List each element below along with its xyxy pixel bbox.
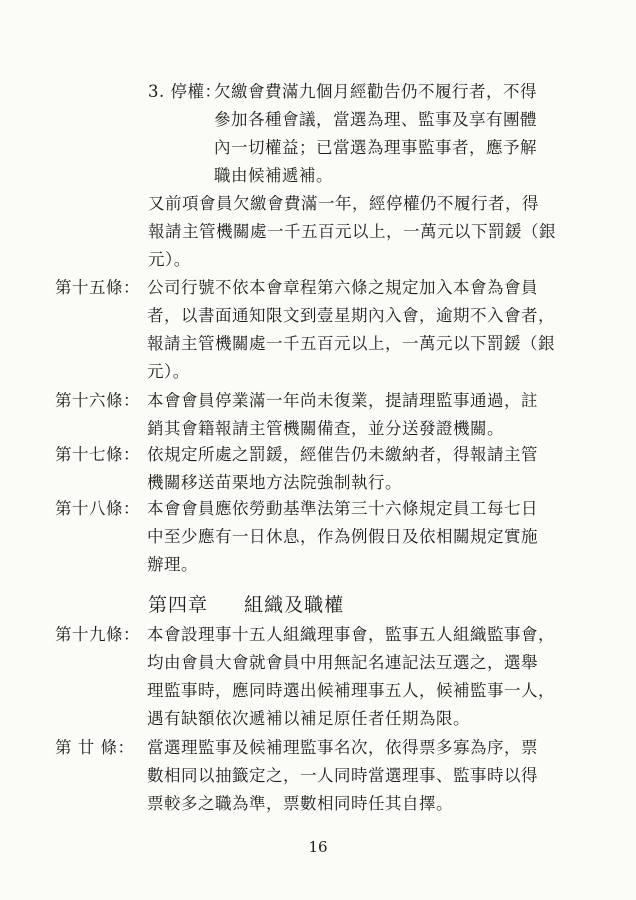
text-line: 職由候補遞補。 xyxy=(214,166,333,185)
text-line: 機關移送苗栗地方法院強制執行。 xyxy=(147,473,402,492)
text-line: 遇有缺額依次遞補以補足原任者任期為限。 xyxy=(147,709,470,728)
text-line: 中至少應有一日休息，作為例假日及依相關規定實施 xyxy=(147,527,538,546)
article-label: 第十七條： xyxy=(55,445,140,464)
text-line: 數相同以抽籤定之，一人同時當選理事、監事時以得 xyxy=(147,766,538,785)
text-line: 本會會員停業滿一年尚未復業，提請理監事通過，註 xyxy=(147,391,538,410)
text-line: 內一切權益；已當選為理事監事者，應予解 xyxy=(214,138,537,157)
text-line: 元）。 xyxy=(148,250,191,269)
text-line: 依規定所處之罰鍰，經催告仍未繳納者，得報請主管 xyxy=(147,445,538,464)
item-label: 3. 停權： xyxy=(148,82,222,101)
text-line: 票較多之職為準，票數相同時任其自擇。 xyxy=(147,794,453,813)
note-paragraph xyxy=(148,190,588,274)
item-text xyxy=(214,78,537,190)
article-text xyxy=(147,441,538,497)
text-line: 理監事時，應同時選出候補理事五人，候補監事一人， xyxy=(147,681,555,700)
article-text xyxy=(147,274,555,386)
text-line: 辦理。 xyxy=(147,555,198,574)
text-line: 本會設理事十五人組織理事會，監事五人組織監事會， xyxy=(147,625,555,644)
text-line: 參加各種會議，當選為理、監事及享有團體 xyxy=(214,110,537,129)
text-line: 者，以書面通知限文到壹星期內入會，逾期不入會者， xyxy=(147,306,555,325)
article-text xyxy=(147,387,538,443)
article-17 xyxy=(55,441,595,497)
paragraph-text xyxy=(148,190,556,274)
text-line: 報請主管機關處一千五百元以上，一萬元以下罰鍰（銀 xyxy=(147,334,555,353)
article-label: 第十五條： xyxy=(55,278,140,297)
item-3-stop-rights xyxy=(148,78,588,190)
article-text xyxy=(147,734,538,818)
text-line: 報請主管機關處一千五百元以上，一萬元以下罰鍰（銀 xyxy=(148,222,556,241)
text-line: 元）。 xyxy=(147,362,190,381)
article-16 xyxy=(55,387,595,443)
text-line: 均由會員大會就會員中用無記名連記法互選之，選舉 xyxy=(147,653,538,672)
article-label: 第十九條： xyxy=(55,625,140,644)
text-line: 又前項會員欠繳會費滿一年，經停權仍不履行者，得 xyxy=(148,194,539,213)
text-line: 欠繳會費滿九個月經勸告仍不履行者，不得 xyxy=(214,82,537,101)
article-label: 第 廿 條： xyxy=(55,738,135,757)
chapter-number: 第四章 xyxy=(148,594,209,616)
article-20 xyxy=(55,734,595,818)
page-number: 16 xyxy=(308,838,328,856)
article-15 xyxy=(55,274,595,386)
text-line: 當選理監事及候補理監事名次，依得票多寡為序，票 xyxy=(147,738,538,757)
text-line: 本會會員應依勞動基準法第三十六條規定員工每七日 xyxy=(147,499,538,518)
article-text xyxy=(147,495,538,579)
article-18 xyxy=(55,495,595,579)
article-19 xyxy=(55,621,595,733)
article-label: 第十六條： xyxy=(55,391,140,410)
text-line: 銷其會籍報請主管機關備查，並分送發證機關。 xyxy=(147,419,504,438)
chapter-title: 組織及職權 xyxy=(244,594,345,616)
article-label: 第十八條： xyxy=(55,499,140,518)
chapter-heading xyxy=(148,590,344,617)
article-text xyxy=(147,621,555,733)
text-line: 公司行號不依本會章程第六條之規定加入本會為會員 xyxy=(147,278,538,297)
